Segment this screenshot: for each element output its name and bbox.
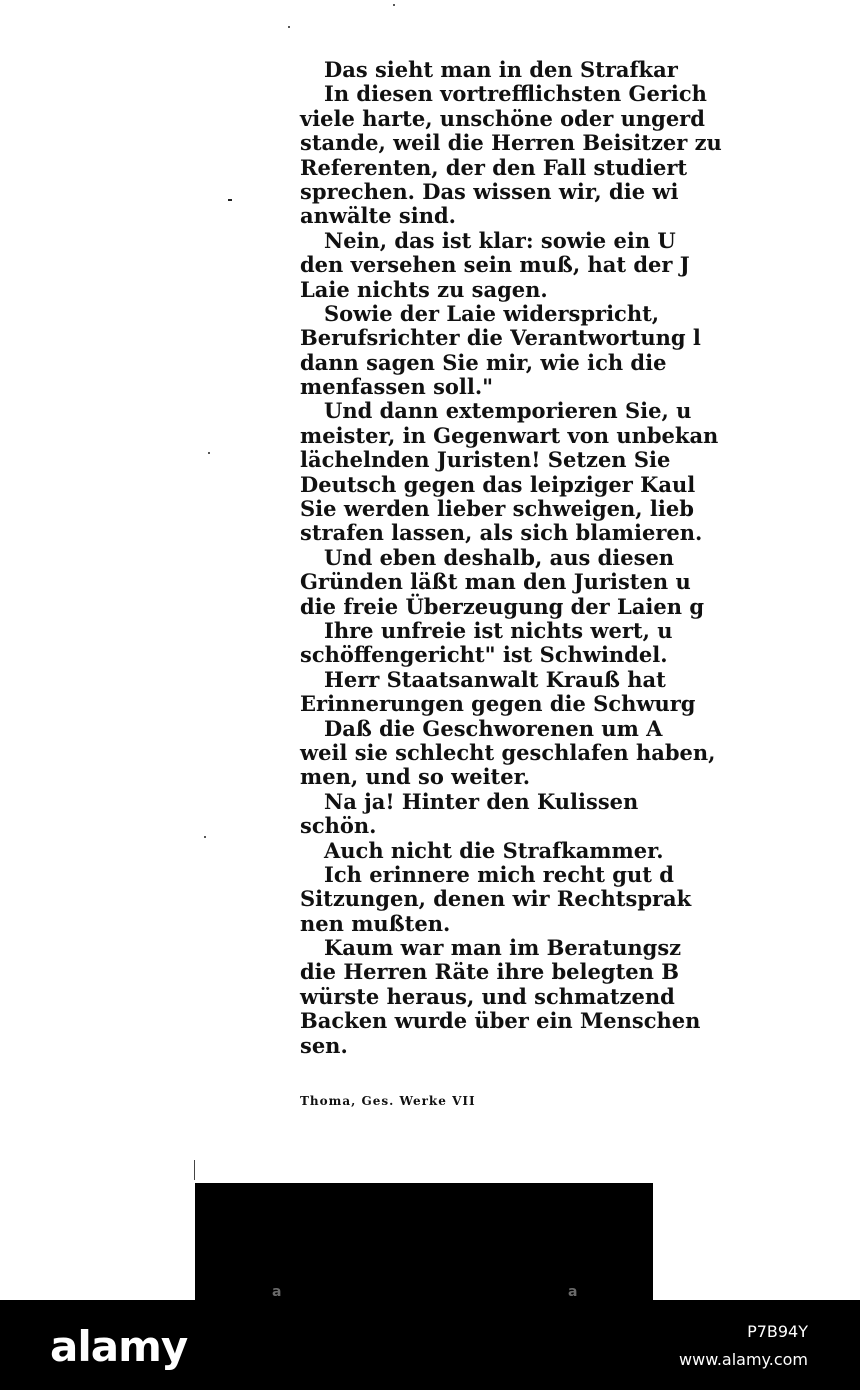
text-line: strafen lassen, als sich blamieren. [300, 520, 703, 546]
text-column [300, 57, 722, 1058]
text-line: Referenten, der den Fall studiert [300, 154, 688, 180]
text-line: lächelnden Juristen! Setzen Sie [300, 447, 671, 473]
page-edge [194, 1160, 195, 1180]
text-line: den versehen sein muß, hat der J [300, 252, 690, 278]
text-line: stande, weil die Herren Beisitzer zu [300, 130, 722, 156]
text-line: Daß die Geschworenen um A [324, 715, 663, 741]
margin-dot [288, 26, 290, 28]
text-line: Das sieht man in den Strafkar [324, 57, 678, 82]
watermark-mark: a [272, 1284, 282, 1300]
text-line: die freie Überzeugung der Laien g [300, 593, 705, 619]
text-line: schön. [300, 813, 377, 839]
scan-border-block [195, 1183, 653, 1300]
text-line: men, und so weiter. [300, 764, 531, 790]
text-line: Berufsrichter die Verantwortung l [300, 325, 701, 351]
site-url: www.alamy.com [679, 1350, 808, 1369]
text-line: Auch nicht die Strafkammer. [324, 837, 664, 863]
image-id: P7B94Y [747, 1322, 808, 1341]
watermark-bar [0, 1300, 860, 1390]
text-line: sen. [300, 1032, 348, 1058]
text-line: Ich erinnere mich recht gut d [324, 861, 674, 887]
text-line: Und dann extemporieren Sie, u [324, 398, 692, 424]
text-line: Sowie der Laie widerspricht, [324, 300, 660, 326]
watermark-mark: a [568, 1284, 578, 1300]
text-line: menfassen soll." [300, 374, 494, 400]
text-line: Gründen läßt man den Juristen u [300, 569, 691, 595]
text-line: Sitzungen, denen wir Rechtsprak [300, 886, 692, 912]
text-line: die Herren Räte ihre belegten B [300, 959, 679, 985]
text-line: Deutsch gegen das leipziger Kaul [300, 471, 696, 497]
text-line: weil sie schlecht geschlafen haben, [300, 739, 716, 765]
margin-dot [204, 836, 206, 838]
text-line: Laie nichts zu sagen. [300, 276, 548, 302]
margin-dot [393, 4, 395, 6]
text-line: schöffengericht" ist Schwindel. [300, 642, 668, 668]
margin-mark [228, 199, 232, 201]
text-line: anwälte sind. [300, 203, 456, 229]
text-line: In diesen vortrefflichsten Gerich [324, 81, 707, 107]
text-line: Na ja! Hinter den Kulissen [324, 788, 639, 814]
text-line: Kaum war man im Beratungsz [324, 935, 682, 961]
text-line: Backen wurde über ein Menschen [300, 1008, 701, 1034]
text-line: Sie werden lieber schweigen, lieb [300, 496, 694, 522]
text-line: Erinnerungen gegen die Schwurg [300, 691, 696, 717]
text-line: viele harte, unschöne oder ungerd [300, 105, 705, 131]
text-line: sprechen. Das wissen wir, die wi [300, 178, 679, 204]
text-line: meister, in Gegenwart von unbekan [300, 422, 719, 448]
text-line: Ihre unfreie ist nichts wert, u [324, 617, 673, 643]
brand-logo: alamy [50, 1322, 188, 1371]
page-footer: Thoma, Ges. Werke VII [300, 1094, 476, 1108]
text-line: nen mußten. [300, 910, 451, 936]
text-line: Nein, das ist klar: sowie ein U [324, 227, 676, 253]
text-line: dann sagen Sie mir, wie ich die [300, 349, 667, 375]
text-line: Herr Staatsanwalt Krauß hat [324, 666, 666, 692]
margin-dot [208, 452, 210, 454]
text-line: würste heraus, und schmatzend [300, 983, 675, 1009]
text-line: Und eben deshalb, aus diesen [324, 544, 675, 570]
